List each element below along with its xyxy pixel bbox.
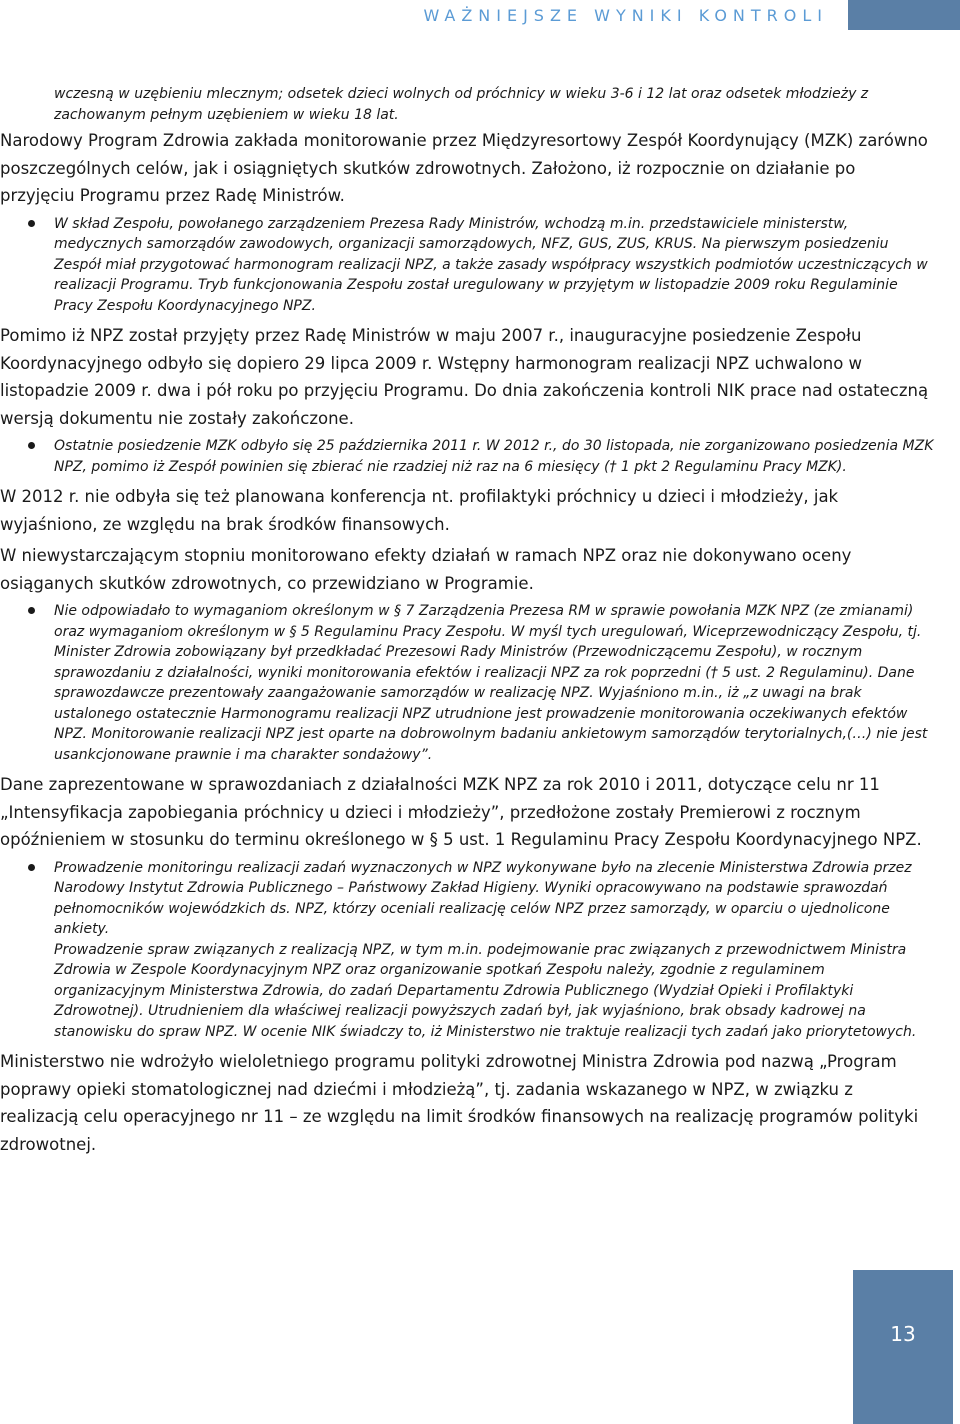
paragraph-3: W 2012 r. nie odbyła się też planowana konferencja nt. profilaktyki próchnicy u dzieci i młodzieży, jak wyjaśniono, ze względu na brak środków finansowych.: [0, 487, 839, 534]
page-number-box: [853, 1270, 953, 1424]
bullet-text-a: Prowadzenie monitoringu realizacji zadań wyznaczonych w NPZ wykonywane było na zlecenie Ministerstwa Zdrowia przez Narodowy Instytut Zdrowia Publicznego – Państwowy Zakład Higieny. Wyniki opracowywano na podstawie sprawozdań pełnomocników wojewódzkich ds. NPZ, którzy oceniali realizację celów NPZ przez samorządy, w oparciu o ujednolicone ankiety.: [54, 859, 912, 937]
bullet-item: Nie odpowiadało to wymaganiom określonym w § 7 Zarządzenia Prezesa RM w sprawie powołania MZK NPZ (ze zmianami) oraz wymaganiom określonym w § 5 Regulaminu Pracy Zespołu. W myśl tych uregulowań, Wiceprzewodniczący Zespołu, tj. Minister Zdrowia zobowiązany był przedkładać Prezesowi Rady Ministrów (Przewodniczącemu Zespołu), w rocznym sprawozdaniu z działalności, wyniki monitorowania efektów i realizacji NPZ za rok poprzedni († 5 ust. 2 Regulaminu). Dane sprawozdawcze prezentowały zaangażowanie samorządów w realizację NPZ. Wyjaśniono m.in., iż „z uwagi na brak ustalonego ostatecznie Harmonogramu realizacji NPZ utrudnione jest prowadzenie monitorowania oczekiwanych efektów NPZ. Monitorowanie realizacji NPZ jest oparte na dobrowolnym badaniu ankietowym samorządów terytorialnych,(…) nie jest usankcjonowane prawnie i ma charakter sondażowy”.: [0, 601, 935, 765]
paragraph-1: Narodowy Program Zdrowia zakłada monitorowanie przez Międzyresortowy Zespół Koordynujący (MZK) zarówno poszczególnych celów, jak i osiągniętych skutków zdrowotnych. Założono, iż rozpocznie on działanie po przyjęciu Programu przez Radę Ministrów.: [0, 131, 928, 205]
paragraph-2: Pomimo iż NPZ został przyjęty przez Radę Ministrów w maju 2007 r., inauguracyjne posiedzenie Zespołu Koordynacyjnego odbyło się dopiero 29 lipca 2009 r. Wstępny harmonogram realizacji NPZ uchwalono w listopadzie 2009 r. dwa i pół roku po przyjęciu Programu. Do dnia zakończenia kontroli NIK prace nad ostateczną wersją dokumentu nie zostały zakończone.: [0, 326, 929, 428]
bullet-item: W skład Zespołu, powołanego zarządzeniem Prezesa Rady Ministrów, wchodzą m.in. przedstawiciele ministerstw, medycznych samorządów zawodowych, organizacji samorządowych, NFZ, GUS, ZUS, KRUS. Na pierwszym posiedzeniu Zespół miał przygotować harmonogram realizacji NPZ, a także zasady współpracy wszystkich podmiotów uczestniczących w realizacji Programu. Tryb funkcjonowania Zespołu został uregulowany w przyjętym w listopadzie 2009 roku Regulaminie Pracy Zespołu Koordynacyjnego NPZ.: [0, 214, 935, 317]
running-header-title: WAŻNIEJSZE WYNIKI KONTROLI: [423, 6, 828, 25]
bullet-text-b: Prowadzenie spraw związanych z realizacją NPZ, w tym m.in. podejmowanie prac związanych z przewodnictwem Ministra Zdrowia w Zespole Koordynacyjnym NPZ oraz organizowanie spotkań Zespołu należy, zgodnie z regulaminem organizacyjnym Ministerstwa Zdrowia, do zadań Departamentu Zdrowia Publicznego (Wydział Opieki i Profilaktyki Zdrowotnej). Utrudnieniem dla właściwej realizacji powyższych zadań był, jak wyjaśniono, brak obsady kadrowej na stanowisku do spraw NPZ. W ocenie NIK świadczy to, iż Ministerstwo nie traktuje realizacji tych zadań jako priorytetowych.: [54, 941, 917, 1040]
paragraph-5: Dane zaprezentowane w sprawozdaniach z działalności MZK NPZ za rok 2010 i 2011, dotyczące celu nr 11 „Intensyfikacja zapobiegania próchnicy u dzieci i młodzieży”, przedłożone zostały Premierowi z rocznym opóźnieniem w stosunku do terminu określonego w § 5 ust. 1 Regulaminu Pracy Zespołu Koordynacyjnego NPZ.: [0, 775, 922, 849]
bullet-list-3: [0, 601, 935, 765]
bullet-item: [0, 858, 935, 1043]
bullet-list-2: [0, 436, 935, 477]
paragraph-6: Ministerstwo nie wdrożyło wieloletniego programu polityki zdrowotnej Ministra Zdrowia pod nazwą „Program poprawy opieki stomatologicznej nad dziećmi i młodzieżą”, tj. zadania wskazanego w NPZ, w związku z realizacją celu operacyjnego nr 11 – ze względu na limit środków finansowych na realizację programów polityki zdrowotnej.: [0, 1052, 919, 1154]
intro-paragraph: wczesną w uzębieniu mlecznym; odsetek dzieci wolnych od próchnicy w wieku 3-6 i 12 lat oraz odsetek młodzieży z zachowanym pełnym uzębieniem w wieku 18 lat.: [54, 86, 869, 123]
header-tab-block: [848, 0, 960, 30]
bullet-list-1: [0, 214, 935, 317]
bullet-list-4: [0, 858, 935, 1043]
bullet-item: Ostatnie posiedzenie MZK odbyło się 25 października 2011 r. W 2012 r., do 30 listopada, nie zorganizowano posiedzenia MZK NPZ, pomimo iż Zespół powinien się zbierać nie rzadziej niż raz na 6 miesięcy († 1 pkt 2 Regulaminu Pracy MZK).: [0, 436, 935, 477]
page-number: 13: [890, 1322, 916, 1346]
page-content: [0, 84, 935, 1162]
paragraph-4: W niewystarczającym stopniu monitorowano efekty działań w ramach NPZ oraz nie dokonywano oceny osiąganych skutków zdrowotnych, co przewidziano w Programie.: [0, 546, 852, 593]
